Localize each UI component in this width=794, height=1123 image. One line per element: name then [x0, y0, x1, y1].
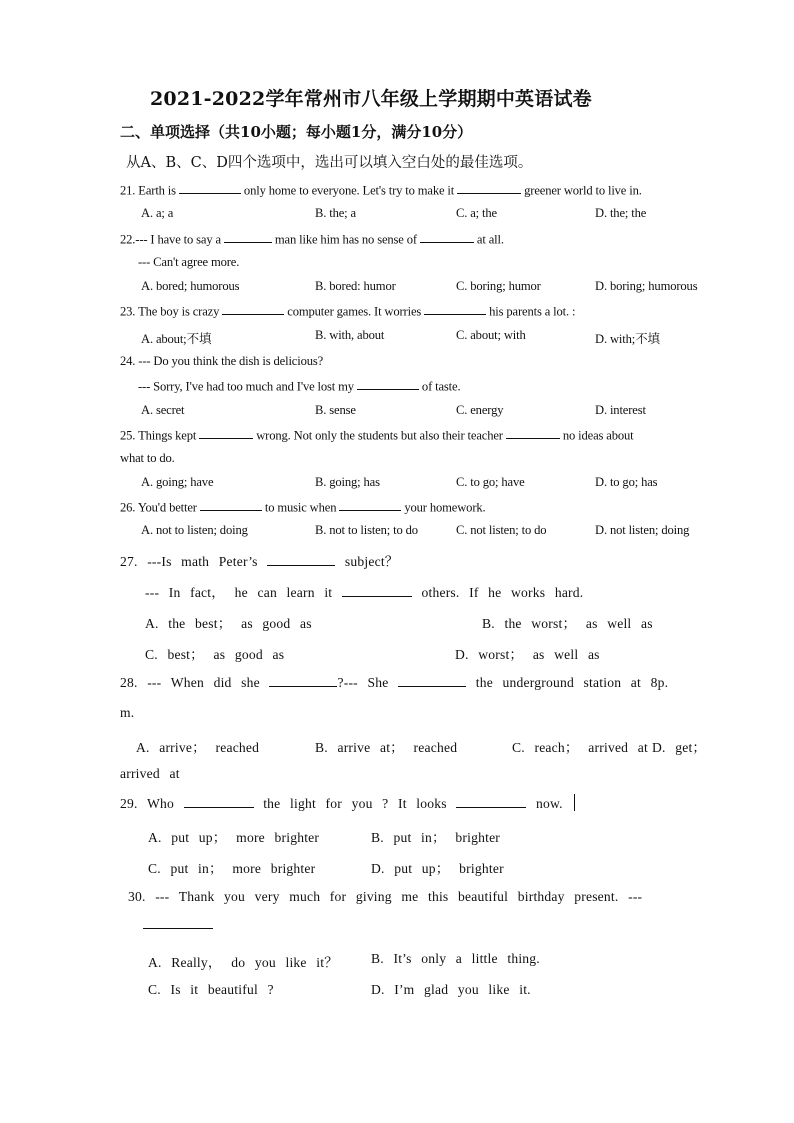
option-c: C. about; with [456, 328, 526, 342]
option-b: B. the worst； as well as [482, 616, 653, 631]
option-b: B. arrive at； reached [315, 740, 458, 755]
answer-blank [342, 584, 412, 597]
question-24-reply: --- Sorry, I've had too much and I've lost my of taste. [138, 379, 461, 394]
answer-blank [506, 427, 560, 439]
instruction-text: 从A、B、C、D四个选项中，选出可以填入空白处的最佳选项。 [126, 155, 533, 171]
option-b: B. bored: humor [315, 279, 396, 293]
question-28-cont: m. [120, 705, 135, 720]
option-a: A. going; have [141, 475, 214, 489]
question-29: 29. Who the light for you ? It looks now. [120, 796, 563, 812]
answer-blank [267, 553, 335, 566]
option-d: D. not listen; doing [595, 523, 690, 537]
option-d: D. worst； as well as [455, 647, 600, 662]
answer-blank [199, 427, 253, 439]
question-23: 23. The boy is crazy computer games. It worries his parents a lot. : [120, 304, 576, 319]
option-c: C. a; the [456, 206, 497, 220]
question-25: 25. Things kept wrong. Not only the students but also their teacher no ideas about [120, 428, 634, 443]
option-c: C. to go; have [456, 475, 525, 489]
option-d: D. interest [595, 403, 646, 417]
question-21: 21. Earth is only home to everyone. Let's try to make it greener world to live in. [120, 183, 642, 198]
answer-blank [143, 916, 213, 929]
text-cursor [574, 794, 575, 811]
option-a: A. put up； more brighter [148, 830, 320, 845]
option-a: A. not to listen; doing [141, 523, 248, 537]
answer-blank [222, 303, 284, 315]
answer-blank [457, 182, 521, 194]
option-c: C. put in； more brighter [148, 861, 316, 876]
option-a: A. a; a [141, 206, 174, 220]
option-d: D. I’m glad you like it. [371, 982, 531, 997]
answer-blank [420, 231, 474, 243]
option-c: C. boring; humor [456, 279, 541, 293]
option-b: B. It’s only a little thing. [371, 951, 540, 966]
answer-blank [224, 231, 272, 243]
question-27-reply: --- In fact， he can learn it others. If he works hard. [145, 585, 584, 600]
section-heading: 二、单项选择（共10小题；每小题1分，满分10分） [120, 123, 473, 141]
option-d: D. to go; has [595, 475, 658, 489]
option-b: B. not to listen; to do [315, 523, 418, 537]
answer-blank [179, 182, 241, 194]
page-title: 2021-2022学年常州市八年级上学期期中英语试卷 [150, 88, 592, 110]
option-c: C. not listen; to do [456, 523, 547, 537]
question-26: 26. You'd better to music when your homework. [120, 500, 486, 515]
answer-blank [269, 674, 337, 687]
option-a: A. about;不填 [141, 332, 212, 346]
answer-blank [200, 499, 262, 511]
option-a: A. bored; humorous [141, 279, 240, 293]
option-b: B. with, about [315, 328, 385, 342]
question-24: 24. --- Do you think the dish is delicious? [120, 354, 324, 368]
option-b: B. the; a [315, 206, 356, 220]
option-d: D. the; the [595, 206, 647, 220]
question-30: 30. --- Thank you very much for giving me this beautiful birthday present. --- [128, 889, 643, 904]
answer-blank [456, 795, 526, 808]
option-a: A. arrive； reached [136, 740, 260, 755]
answer-blank [357, 378, 419, 390]
question-27: 27. ---Is math Peter’s subject？ [120, 554, 399, 569]
answer-blank [424, 303, 486, 315]
option-d: D. get； [652, 740, 707, 755]
option-b: B. put in； brighter [371, 830, 501, 845]
answer-blank [398, 674, 466, 687]
question-22-reply: --- Can't agree more. [138, 255, 240, 269]
question-22: 22.--- I have to say a man like him has no sense of at all. [120, 232, 504, 247]
question-25-cont: what to do. [120, 451, 175, 465]
option-d: D. boring; humorous [595, 279, 698, 293]
option-a: A. Really， do you like it？ [148, 955, 339, 970]
option-c: C. energy [456, 403, 504, 417]
answer-blank [339, 499, 401, 511]
option-c: C. best； as good as [145, 647, 285, 662]
option-a: A. the best； as good as [145, 616, 312, 631]
question-28: 28. --- When did she ?--- She the underground station at 8p. [120, 675, 669, 691]
option-d: D. put up； brighter [371, 861, 504, 876]
option-c: C. Is it beautiful ? [148, 982, 274, 997]
option-d-cont: arrived at [120, 766, 180, 781]
option-a: A. secret [141, 403, 185, 417]
option-c: C. reach； arrived at [512, 740, 648, 755]
answer-blank [184, 795, 254, 808]
option-d: D. with;不填 [595, 332, 660, 346]
option-b: B. sense [315, 403, 356, 417]
question-30-reply [143, 916, 213, 933]
option-b: B. going; has [315, 475, 380, 489]
